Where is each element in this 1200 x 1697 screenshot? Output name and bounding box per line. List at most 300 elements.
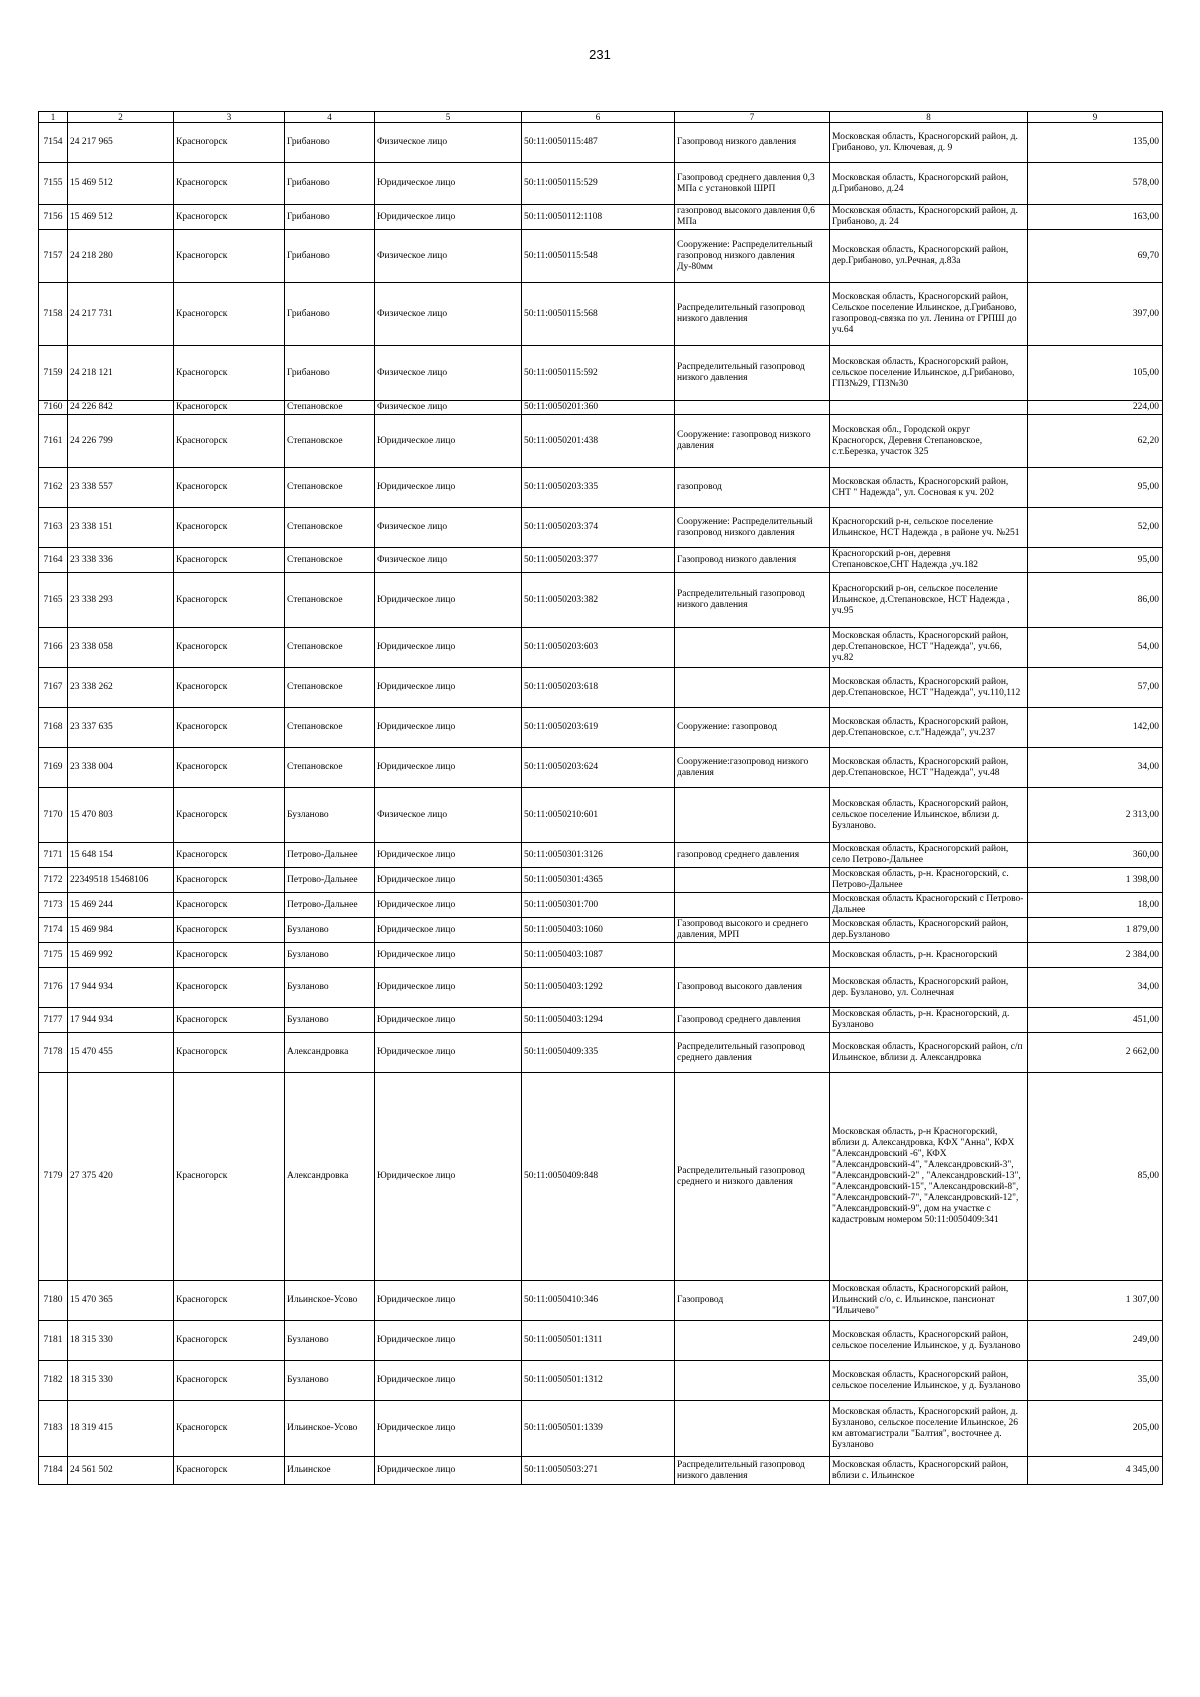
city-cell: Красногорск [174, 468, 285, 508]
address-cell: Московская область, Красногорский район, д.Грибаново, д.24 [830, 163, 1028, 205]
inventory-number: 23 338 151 [68, 508, 174, 548]
cadastral-number-cell: 50:11:0050201:360 [522, 401, 675, 415]
inventory-number: 22349518 15468106 [68, 868, 174, 893]
address-cell [830, 401, 1028, 415]
address-cell: Московская область, Красногорский район, дер.Грибаново, ул.Речная, д.83а [830, 230, 1028, 283]
object-name-cell [675, 1321, 830, 1361]
owner-type-cell: Физическое лицо [375, 788, 522, 843]
column-number: 3 [174, 112, 285, 123]
object-name-cell: Газопровод низкого давления [675, 123, 830, 163]
owner-type-cell: Юридическое лицо [375, 1073, 522, 1281]
cadastral-number-cell: 50:11:0050403:1060 [522, 918, 675, 943]
address-cell: Московская область, р-н Красногорский, вблизи д. Александровка, КФХ "Анна", КФХ "Александровский -6", КФХ "Александровский-4", "Александровский-3", "Александровский-2" , "Александровский-13", "Александровский-15", "Александровский-8", "Александровский-7", "Александровский-12", "Александровский-9", дом на участке с кадастровым номером 50:11:0050409:341 [830, 1073, 1028, 1281]
value-cell: 52,00 [1028, 508, 1163, 548]
inventory-number: 15 469 512 [68, 205, 174, 230]
address-cell: Московская область, Красногорский район, сельское поселение Ильинское, у д. Бузланово [830, 1321, 1028, 1361]
row-number: 7177 [39, 1008, 68, 1033]
object-name-cell [675, 943, 830, 968]
table-row [39, 1073, 1163, 1281]
inventory-number: 23 338 557 [68, 468, 174, 508]
row-number: 7158 [39, 283, 68, 346]
owner-type-cell: Юридическое лицо [375, 668, 522, 708]
owner-type-cell: Юридическое лицо [375, 1361, 522, 1401]
cadastral-number-cell: 50:11:0050203:377 [522, 548, 675, 573]
value-cell: 163,00 [1028, 205, 1163, 230]
row-number: 7183 [39, 1401, 68, 1457]
object-name-cell: Газопровод низкого давления [675, 548, 830, 573]
owner-type-cell: Физическое лицо [375, 283, 522, 346]
value-cell: 2 384,00 [1028, 943, 1163, 968]
row-number: 7164 [39, 548, 68, 573]
inventory-number: 15 469 992 [68, 943, 174, 968]
value-cell: 69,70 [1028, 230, 1163, 283]
column-number-row [39, 112, 1163, 123]
table-row [39, 205, 1163, 230]
cadastral-number-cell: 50:11:0050403:1292 [522, 968, 675, 1008]
object-name-cell: Газопровод высокого давления [675, 968, 830, 1008]
city-cell: Красногорск [174, 893, 285, 918]
object-name-cell: Распределительный газопровод среднего давления [675, 1033, 830, 1073]
inventory-number: 23 338 058 [68, 628, 174, 668]
settlement-cell: Грибаново [285, 283, 375, 346]
cadastral-number-cell: 50:11:0050403:1294 [522, 1008, 675, 1033]
table-row [39, 918, 1163, 943]
settlement-cell: Степановское [285, 628, 375, 668]
settlement-cell: Грибаново [285, 346, 375, 401]
city-cell: Красногорск [174, 346, 285, 401]
settlement-cell: Александровка [285, 1033, 375, 1073]
table-row [39, 1321, 1163, 1361]
settlement-cell: Грибаново [285, 230, 375, 283]
city-cell: Красногорск [174, 1457, 285, 1485]
inventory-number: 24 218 121 [68, 346, 174, 401]
settlement-cell: Ильинское [285, 1457, 375, 1485]
owner-type-cell: Физическое лицо [375, 123, 522, 163]
object-name-cell: газопровод [675, 468, 830, 508]
object-name-cell [675, 401, 830, 415]
row-number: 7155 [39, 163, 68, 205]
table-row [39, 843, 1163, 868]
address-cell: Московская область, Красногорский район, сельское поселение Ильинское, вблизи д. Бузланово. [830, 788, 1028, 843]
owner-type-cell: Юридическое лицо [375, 968, 522, 1008]
city-cell: Красногорск [174, 1321, 285, 1361]
table-row [39, 788, 1163, 843]
inventory-number: 24 561 502 [68, 1457, 174, 1485]
column-number: 5 [375, 112, 522, 123]
city-cell: Красногорск [174, 283, 285, 346]
value-cell: 2 662,00 [1028, 1033, 1163, 1073]
address-cell: Московская область, Красногорский район, д. Бузланово, сельское поселение Ильинское, 26 км автомагистрали "Балтия", восточнее д. Бузланово [830, 1401, 1028, 1457]
row-number: 7165 [39, 573, 68, 628]
city-cell: Красногорск [174, 508, 285, 548]
city-cell: Красногорск [174, 708, 285, 748]
inventory-number: 17 944 934 [68, 1008, 174, 1033]
inventory-number: 15 469 984 [68, 918, 174, 943]
owner-type-cell: Физическое лицо [375, 508, 522, 548]
city-cell: Красногорск [174, 230, 285, 283]
table-row [39, 468, 1163, 508]
inventory-number: 23 338 262 [68, 668, 174, 708]
row-number: 7163 [39, 508, 68, 548]
city-cell: Красногорск [174, 628, 285, 668]
value-cell: 1 307,00 [1028, 1281, 1163, 1321]
owner-type-cell: Физическое лицо [375, 230, 522, 283]
inventory-number: 24 217 731 [68, 283, 174, 346]
address-cell: Московская область, р-н. Красногорский, с. Петрово-Дальнее [830, 868, 1028, 893]
address-cell: Московская область, Красногорский район, дер.Бузланово [830, 918, 1028, 943]
inventory-number: 24 226 842 [68, 401, 174, 415]
settlement-cell: Степановское [285, 508, 375, 548]
owner-type-cell: Юридическое лицо [375, 415, 522, 468]
cadastral-number-cell: 50:11:0050203:382 [522, 573, 675, 628]
owner-type-cell: Юридическое лицо [375, 468, 522, 508]
table-row [39, 628, 1163, 668]
owner-type-cell: Физическое лицо [375, 346, 522, 401]
address-cell: Московская область, Красногорский район, дер.Степановское, НСТ "Надежда", уч.48 [830, 748, 1028, 788]
value-cell: 4 345,00 [1028, 1457, 1163, 1485]
cadastral-number-cell: 50:11:0050301:3126 [522, 843, 675, 868]
object-name-cell [675, 893, 830, 918]
row-number: 7162 [39, 468, 68, 508]
settlement-cell: Грибаново [285, 205, 375, 230]
object-name-cell: Газопровод среднего давления [675, 1008, 830, 1033]
inventory-number: 15 470 365 [68, 1281, 174, 1321]
value-cell: 18,00 [1028, 893, 1163, 918]
row-number: 7167 [39, 668, 68, 708]
object-name-cell: Сооружение: Распределительный газопровод низкого давления [675, 508, 830, 548]
city-cell: Красногорск [174, 968, 285, 1008]
object-name-cell: Распределительный газопровод низкого давления [675, 346, 830, 401]
object-name-cell [675, 868, 830, 893]
city-cell: Красногорск [174, 401, 285, 415]
table-row [39, 1281, 1163, 1321]
settlement-cell: Степановское [285, 573, 375, 628]
settlement-cell: Степановское [285, 668, 375, 708]
object-name-cell [675, 628, 830, 668]
inventory-number: 15 469 512 [68, 163, 174, 205]
settlement-cell: Бузланово [285, 1008, 375, 1033]
address-cell: Московская область, Красногорский район, Сельское поселение Ильинское, д.Грибаново, газопровод-связка по ул. Ленина от ГРПШ до уч.64 [830, 283, 1028, 346]
city-cell: Красногорск [174, 1361, 285, 1401]
city-cell: Красногорск [174, 1401, 285, 1457]
row-number: 7174 [39, 918, 68, 943]
owner-type-cell: Юридическое лицо [375, 628, 522, 668]
value-cell: 35,00 [1028, 1361, 1163, 1401]
value-cell: 360,00 [1028, 843, 1163, 868]
cadastral-number-cell: 50:11:0050410:346 [522, 1281, 675, 1321]
value-cell: 205,00 [1028, 1401, 1163, 1457]
row-number: 7166 [39, 628, 68, 668]
inventory-number: 23 338 293 [68, 573, 174, 628]
object-name-cell [675, 1401, 830, 1457]
table-row [39, 123, 1163, 163]
settlement-cell: Степановское [285, 708, 375, 748]
cadastral-number-cell: 50:11:0050203:619 [522, 708, 675, 748]
city-cell: Красногорск [174, 918, 285, 943]
cadastral-number-cell: 50:11:0050112:1108 [522, 205, 675, 230]
value-cell: 86,00 [1028, 573, 1163, 628]
row-number: 7157 [39, 230, 68, 283]
row-number: 7179 [39, 1073, 68, 1281]
table-row [39, 548, 1163, 573]
cadastral-number-cell: 50:11:0050501:1311 [522, 1321, 675, 1361]
value-cell: 105,00 [1028, 346, 1163, 401]
cadastral-number-cell: 50:11:0050115:568 [522, 283, 675, 346]
row-number: 7170 [39, 788, 68, 843]
value-cell: 54,00 [1028, 628, 1163, 668]
city-cell: Красногорск [174, 573, 285, 628]
table-row [39, 508, 1163, 548]
inventory-number: 24 217 965 [68, 123, 174, 163]
settlement-cell: Бузланово [285, 918, 375, 943]
table-row [39, 1457, 1163, 1485]
object-name-cell [675, 668, 830, 708]
row-number: 7182 [39, 1361, 68, 1401]
row-number: 7175 [39, 943, 68, 968]
value-cell: 1 879,00 [1028, 918, 1163, 943]
value-cell: 95,00 [1028, 548, 1163, 573]
table-row [39, 943, 1163, 968]
table-row [39, 893, 1163, 918]
row-number: 7172 [39, 868, 68, 893]
city-cell: Красногорск [174, 123, 285, 163]
address-cell: Московская область, Красногорский район, сельское поселение Ильинское, у д. Бузланово [830, 1361, 1028, 1401]
settlement-cell: Грибаново [285, 163, 375, 205]
owner-type-cell: Юридическое лицо [375, 1281, 522, 1321]
row-number: 7168 [39, 708, 68, 748]
row-number: 7160 [39, 401, 68, 415]
object-name-cell: газопровод среднего давления [675, 843, 830, 868]
object-name-cell [675, 788, 830, 843]
table-row [39, 573, 1163, 628]
value-cell: 57,00 [1028, 668, 1163, 708]
table-row [39, 163, 1163, 205]
row-number: 7154 [39, 123, 68, 163]
owner-type-cell: Юридическое лицо [375, 163, 522, 205]
cadastral-number-cell: 50:11:0050115:487 [522, 123, 675, 163]
object-name-cell [675, 1361, 830, 1401]
owner-type-cell: Юридическое лицо [375, 1033, 522, 1073]
cadastral-number-cell: 50:11:0050115:592 [522, 346, 675, 401]
value-cell: 34,00 [1028, 968, 1163, 1008]
value-cell: 1 398,00 [1028, 868, 1163, 893]
object-name-cell: газопровод высокого давления 0,6 МПа [675, 205, 830, 230]
registry-table [38, 111, 1163, 1485]
column-number: 4 [285, 112, 375, 123]
object-name-cell: Газопровод высокого и среднего давления, МРП [675, 918, 830, 943]
value-cell: 451,00 [1028, 1008, 1163, 1033]
table-row [39, 1401, 1163, 1457]
column-number: 9 [1028, 112, 1163, 123]
table-row [39, 708, 1163, 748]
owner-type-cell: Юридическое лицо [375, 843, 522, 868]
table-row [39, 668, 1163, 708]
cadastral-number-cell: 50:11:0050501:1339 [522, 1401, 675, 1457]
address-cell: Московская область Красногорский с Петрово-Дальнее [830, 893, 1028, 918]
settlement-cell: Ильинское-Усово [285, 1281, 375, 1321]
cadastral-number-cell: 50:11:0050115:529 [522, 163, 675, 205]
value-cell: 85,00 [1028, 1073, 1163, 1281]
address-cell: Красногорский р-он, деревня Степановское,СНТ Надежда ,уч.182 [830, 548, 1028, 573]
address-cell: Московская область, Красногорский район, Ильинский с/о, с. Ильинское, пансионат "Ильичево" [830, 1281, 1028, 1321]
table-row [39, 283, 1163, 346]
value-cell: 249,00 [1028, 1321, 1163, 1361]
row-number: 7180 [39, 1281, 68, 1321]
table-row [39, 1033, 1163, 1073]
cadastral-number-cell: 50:11:0050409:848 [522, 1073, 675, 1281]
table-row [39, 401, 1163, 415]
settlement-cell: Степановское [285, 748, 375, 788]
inventory-number: 24 226 799 [68, 415, 174, 468]
settlement-cell: Бузланово [285, 968, 375, 1008]
table-body [39, 112, 1163, 1485]
table-row [39, 968, 1163, 1008]
column-number: 6 [522, 112, 675, 123]
column-number: 8 [830, 112, 1028, 123]
row-number: 7171 [39, 843, 68, 868]
row-number: 7173 [39, 893, 68, 918]
row-number: 7156 [39, 205, 68, 230]
page-number: 231 [589, 47, 611, 62]
owner-type-cell: Юридическое лицо [375, 708, 522, 748]
address-cell: Московская область, Красногорский район, дер.Степановское, НСТ "Надежда", уч.66, уч.82 [830, 628, 1028, 668]
cadastral-number-cell: 50:11:0050203:374 [522, 508, 675, 548]
cadastral-number-cell: 50:11:0050409:335 [522, 1033, 675, 1073]
settlement-cell: Петрово-Дальнее [285, 868, 375, 893]
value-cell: 578,00 [1028, 163, 1163, 205]
object-name-cell: Сооружение: газопровод низкого давления [675, 415, 830, 468]
address-cell: Московская область, Красногорский район, СНТ " Надежда", ул. Сосновая к уч. 202 [830, 468, 1028, 508]
owner-type-cell: Физическое лицо [375, 401, 522, 415]
inventory-number: 15 470 803 [68, 788, 174, 843]
value-cell: 224,00 [1028, 401, 1163, 415]
cadastral-number-cell: 50:11:0050503:271 [522, 1457, 675, 1485]
settlement-cell: Степановское [285, 468, 375, 508]
address-cell: Красногорский р-он, сельское поселение Ильинское, д.Степановское, НСТ Надежда , уч.95 [830, 573, 1028, 628]
table-row [39, 748, 1163, 788]
cadastral-number-cell: 50:11:0050403:1087 [522, 943, 675, 968]
city-cell: Красногорск [174, 205, 285, 230]
owner-type-cell: Юридическое лицо [375, 943, 522, 968]
object-name-cell: Газопровод среднего давления 0,3 МПа с установкой ШРП [675, 163, 830, 205]
value-cell: 2 313,00 [1028, 788, 1163, 843]
cadastral-number-cell: 50:11:0050203:335 [522, 468, 675, 508]
row-number: 7181 [39, 1321, 68, 1361]
value-cell: 397,00 [1028, 283, 1163, 346]
city-cell: Красногорск [174, 1073, 285, 1281]
address-cell: Московская область, Красногорский район, д. Грибаново, д. 24 [830, 205, 1028, 230]
settlement-cell: Бузланово [285, 1321, 375, 1361]
address-cell: Московская область, р-н. Красногорский, д. Бузланово [830, 1008, 1028, 1033]
value-cell: 34,00 [1028, 748, 1163, 788]
owner-type-cell: Юридическое лицо [375, 1321, 522, 1361]
row-number: 7169 [39, 748, 68, 788]
object-name-cell: Сооружение: Распределительный газопровод низкого давления Ду-80мм [675, 230, 830, 283]
table-row [39, 1361, 1163, 1401]
cadastral-number-cell: 50:11:0050301:700 [522, 893, 675, 918]
table-row [39, 1008, 1163, 1033]
object-name-cell: Распределительный газопровод низкого давления [675, 283, 830, 346]
owner-type-cell: Юридическое лицо [375, 1008, 522, 1033]
object-name-cell: Распределительный газопровод низкого давления [675, 573, 830, 628]
city-cell: Красногорск [174, 1008, 285, 1033]
inventory-number: 17 944 934 [68, 968, 174, 1008]
object-name-cell: Газопровод [675, 1281, 830, 1321]
cadastral-number-cell: 50:11:0050301:4365 [522, 868, 675, 893]
settlement-cell: Степановское [285, 415, 375, 468]
row-number: 7178 [39, 1033, 68, 1073]
row-number: 7159 [39, 346, 68, 401]
row-number: 7161 [39, 415, 68, 468]
table-row [39, 868, 1163, 893]
settlement-cell: Грибаново [285, 123, 375, 163]
owner-type-cell: Юридическое лицо [375, 205, 522, 230]
object-name-cell: Распределительный газопровод низкого давления [675, 1457, 830, 1485]
settlement-cell: Бузланово [285, 788, 375, 843]
city-cell: Красногорск [174, 548, 285, 573]
address-cell: Московская область, Красногорский район, с/п Ильинское, вблизи д. Александровка [830, 1033, 1028, 1073]
settlement-cell: Петрово-Дальнее [285, 893, 375, 918]
inventory-number: 23 338 004 [68, 748, 174, 788]
settlement-cell: Степановское [285, 401, 375, 415]
owner-type-cell: Физическое лицо [375, 548, 522, 573]
owner-type-cell: Юридическое лицо [375, 918, 522, 943]
city-cell: Красногорск [174, 163, 285, 205]
address-cell: Московская область, Красногорский район, сельское поселение Ильинское, д.Грибаново, ГПЗ№29, ГПЗ№30 [830, 346, 1028, 401]
inventory-number: 15 470 455 [68, 1033, 174, 1073]
column-number: 7 [675, 112, 830, 123]
city-cell: Красногорск [174, 868, 285, 893]
row-number: 7176 [39, 968, 68, 1008]
cadastral-number-cell: 50:11:0050115:548 [522, 230, 675, 283]
owner-type-cell: Юридическое лицо [375, 748, 522, 788]
value-cell: 135,00 [1028, 123, 1163, 163]
address-cell: Московская область, Красногорский район, дер. Бузланово, ул. Солнечная [830, 968, 1028, 1008]
cadastral-number-cell: 50:11:0050210:601 [522, 788, 675, 843]
owner-type-cell: Юридическое лицо [375, 573, 522, 628]
object-name-cell: Сооружение: газопровод [675, 708, 830, 748]
inventory-number: 23 337 635 [68, 708, 174, 748]
address-cell: Московская обл., Городской округ Красногорск, Деревня Степановское, с.т.Березка, участок 325 [830, 415, 1028, 468]
value-cell: 62,20 [1028, 415, 1163, 468]
city-cell: Красногорск [174, 788, 285, 843]
city-cell: Красногорск [174, 668, 285, 708]
settlement-cell: Петрово-Дальнее [285, 843, 375, 868]
cadastral-number-cell: 50:11:0050203:624 [522, 748, 675, 788]
inventory-number: 18 315 330 [68, 1321, 174, 1361]
column-number: 1 [39, 112, 68, 123]
inventory-number: 23 338 336 [68, 548, 174, 573]
inventory-number: 27 375 420 [68, 1073, 174, 1281]
column-number: 2 [68, 112, 174, 123]
inventory-number: 15 469 244 [68, 893, 174, 918]
inventory-number: 18 315 330 [68, 1361, 174, 1401]
object-name-cell: Распределительный газопровод среднего и низкого давления [675, 1073, 830, 1281]
inventory-number: 15 648 154 [68, 843, 174, 868]
inventory-number: 18 319 415 [68, 1401, 174, 1457]
settlement-cell: Бузланово [285, 943, 375, 968]
city-cell: Красногорск [174, 748, 285, 788]
city-cell: Красногорск [174, 843, 285, 868]
city-cell: Красногорск [174, 943, 285, 968]
address-cell: Московская область, Красногорский район, село Петрово-Дальнее [830, 843, 1028, 868]
cadastral-number-cell: 50:11:0050203:603 [522, 628, 675, 668]
value-cell: 142,00 [1028, 708, 1163, 748]
settlement-cell: Бузланово [285, 1361, 375, 1401]
owner-type-cell: Юридическое лицо [375, 1401, 522, 1457]
cadastral-number-cell: 50:11:0050501:1312 [522, 1361, 675, 1401]
settlement-cell: Степановское [285, 548, 375, 573]
